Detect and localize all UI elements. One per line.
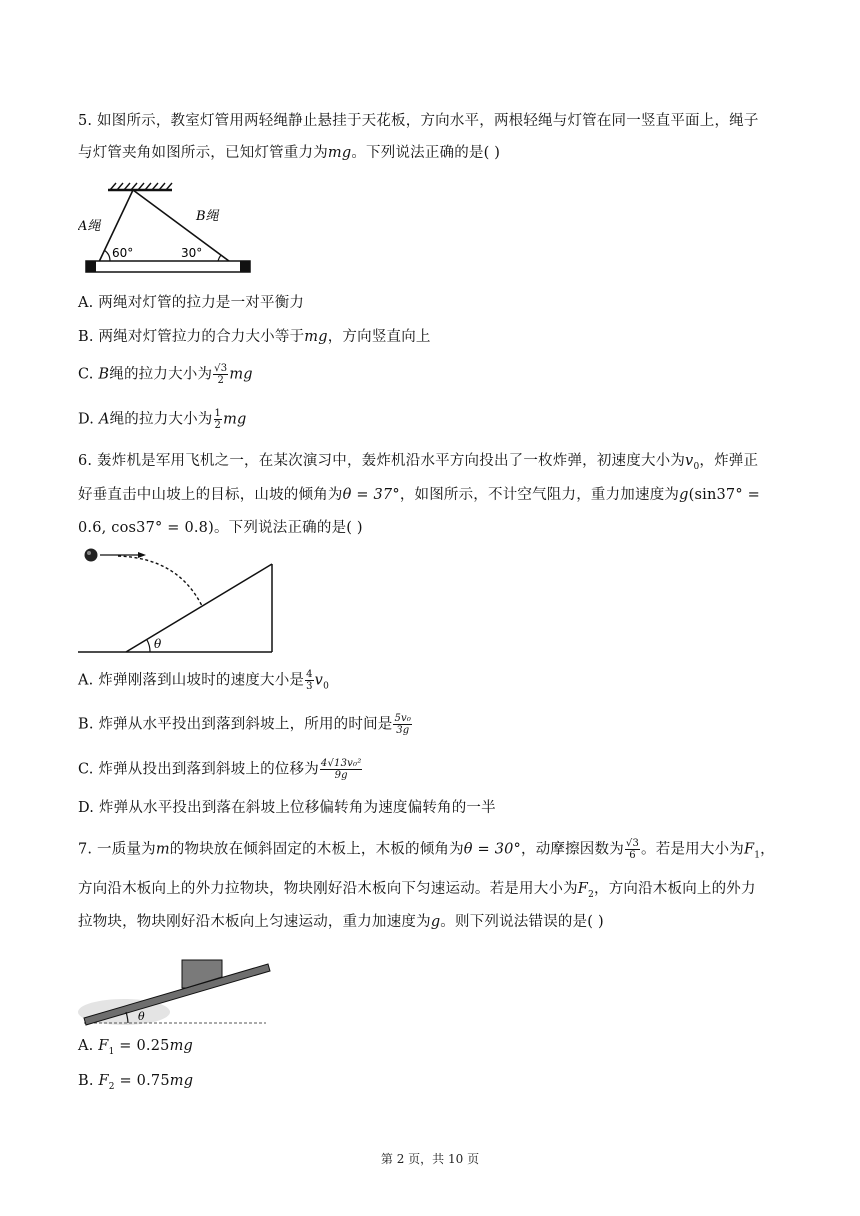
- q5-option-d[interactable]: D. A绳的拉力大小为 $\frac{1}{2}$ mg: [78, 408, 247, 431]
- q5-stem-line2: 与灯管夹角如图所示，已知灯管重力为mg。下列说法正确的是( ): [78, 145, 501, 161]
- q5-label-b-rope: B绳: [196, 209, 219, 224]
- q7-incline-figure: [78, 950, 278, 1030]
- q5-option-b[interactable]: B. 两绳对灯管拉力的合力大小等于mg，方向竖直向上: [78, 329, 431, 345]
- q6-option-b[interactable]: B. 炸弹从水平投出到落到斜坡上，所用的时间是 $\frac{\text{5v₀}}{3g}$: [78, 713, 412, 736]
- q5-angle-60: 60°: [112, 246, 134, 260]
- q7-option-b[interactable]: B. $F_2 = 0.75mg$: [78, 1073, 194, 1092]
- q6-stem-line3: 0.6, cos37° = 0.8)。下列说法正确的是( ): [78, 520, 363, 536]
- q6-option-c[interactable]: C. 炸弹从投出到落到斜坡上的位移为 $\frac{\text{4√13v₀²}}{9g}$: [78, 758, 362, 781]
- q6-option-a[interactable]: A. 炸弹刚落到山坡时的速度大小是 $\frac{4}{3}$ $v_0$: [78, 669, 329, 692]
- page-footer: 第 2 页，共 10 页: [380, 1152, 480, 1166]
- q6-theta-label: θ: [154, 637, 162, 651]
- q5-stem-line1: 5. 如图所示，教室灯管用两轻绳静止悬挂于天花板，方向水平，两根轻绳与灯管在同一竖直平面上，绳子: [78, 113, 759, 129]
- q6-option-d[interactable]: D. 炸弹从水平投出到落在斜坡上位移偏转角为速度偏转角的一半: [78, 800, 496, 816]
- q7-stem-line2: 方向沿木板向上的外力拉物块，物块刚好沿木板向下匀速运动。若是用大小为$F_2$，方向沿木板向上的外力: [78, 881, 756, 900]
- q6-bomb-slope-figure: [78, 540, 278, 656]
- q7-stem-line3: 拉物块，物块刚好沿木板向上匀速运动，重力加速度为g。则下列说法错误的是( ): [78, 914, 604, 930]
- q5-option-c[interactable]: C. B绳的拉力大小为 $\frac{√3}{2}$ mg: [78, 363, 253, 386]
- q5-lamp-figure: [78, 180, 258, 278]
- q7-stem-line1: 7. 一质量为m的物块放在倾斜固定的木板上，木板的倾角为θ = 30°，动摩擦因数为 $\frac{√3}{6}$ 。若是用大小为$F_1$，: [78, 838, 775, 861]
- q6-stem-line2: 好垂直击中山坡上的目标，山坡的倾角为θ = 37°，如图所示，不计空气阻力，重力加速度为g(sin37° =: [78, 487, 760, 503]
- q6-stem-line1: 6. 轰炸机是军用飞机之一，在某次演习中，轰炸机沿水平方向投出了一枚炸弹，初速度大小为$v_0$，炸弹正: [78, 453, 759, 472]
- q7-option-a[interactable]: A. $F_1 = 0.25mg$: [78, 1038, 193, 1057]
- q7-theta-label: θ: [138, 1010, 145, 1023]
- q5-angle-30: 30°: [181, 246, 203, 260]
- q5-label-a-rope: A绳: [78, 219, 101, 234]
- q5-option-a[interactable]: A. 两绳对灯管的拉力是一对平衡力: [78, 295, 305, 311]
